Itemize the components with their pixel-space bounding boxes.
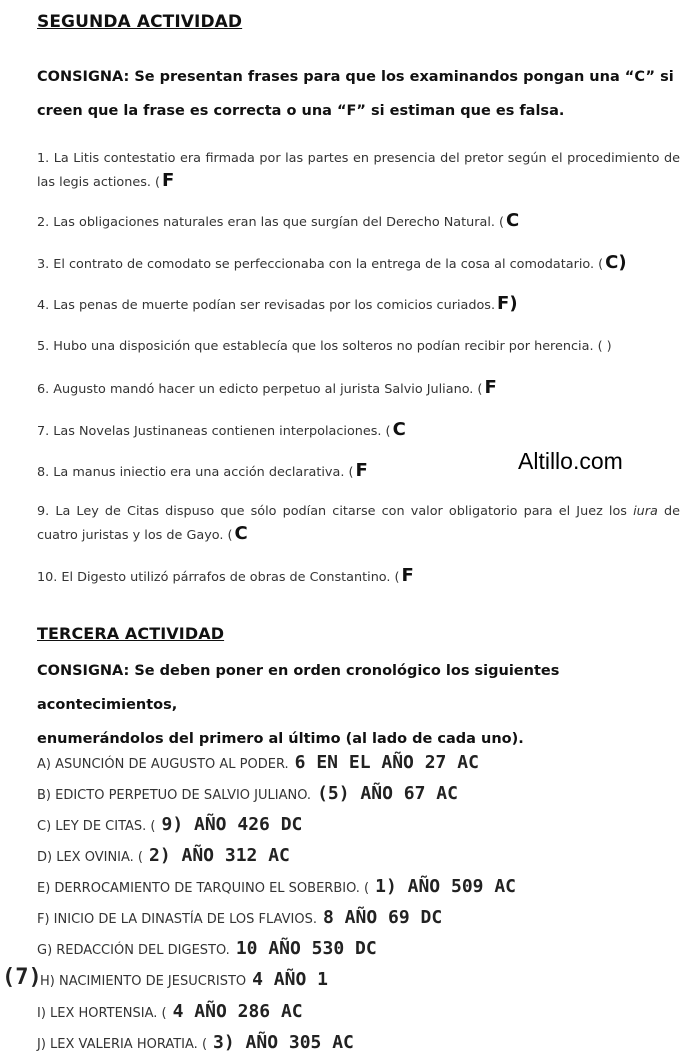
item-label: A) ASUNCIÓN DE AUGUSTO AL PODER.: [37, 757, 289, 772]
chronology-item-c: [37, 814, 302, 835]
handwritten-answer: 4 AÑO 1: [252, 969, 328, 990]
handwritten-answer: 9) AÑO 426 DC: [161, 814, 303, 835]
handwritten-answer: 4 AÑO 286 AC: [172, 1001, 303, 1022]
question-7: [37, 419, 680, 443]
item-label: D) LEX OVINIA. (: [37, 850, 143, 865]
chronology-item-i: [37, 1001, 303, 1022]
item-label: J) LEX VALERIA HORATIA. (: [37, 1037, 208, 1052]
question-2: [37, 210, 680, 234]
handwritten-answer: 8 AÑO 69 DC: [322, 907, 443, 928]
question-1: [37, 148, 680, 194]
chronology-item-h: [40, 969, 328, 990]
chronology-item-a: [37, 752, 479, 773]
question-text: 8. La manus iniectio era una acción declarativa. (: [37, 465, 354, 480]
chronology-item-f: [37, 907, 442, 928]
handwritten-answer: 2) AÑO 312 AC: [149, 845, 290, 866]
consigna-segunda-line1: CONSIGNA: Se presentan frases para que los examinandos pongan una “C” si: [37, 69, 674, 85]
handwritten-answer: 1) AÑO 509 AC: [375, 876, 517, 897]
question-9: [37, 501, 680, 547]
handwritten-answer: C): [605, 252, 627, 273]
question-text: 2. Las obligaciones naturales eran las que surgían del Derecho Natural. (: [37, 215, 505, 230]
chronology-item-b: [37, 783, 458, 804]
item-label: E) DERROCAMIENTO DE TARQUINO EL SOBERBIO. (: [37, 881, 370, 896]
item-label: F) INICIO DE LA DINASTÍA DE LOS FLAVIOS.: [37, 912, 317, 927]
chronology-item-e: [37, 876, 516, 897]
handwritten-answer: C: [506, 210, 520, 231]
section-title-tercera: TERCERA ACTIVIDAD: [37, 624, 225, 643]
consigna-tercera-line2: enumerándolos del primero al último (al lado de cada uno).: [37, 731, 524, 747]
question-text: 1. La Litis contestatio era firmada por las partes en presencia del pretor según el procedimiento de las legis actiones. (: [37, 151, 680, 190]
item-label: I) LEX HORTENSIA. (: [37, 1006, 167, 1021]
question-text: 10. El Digesto utilizó párrafos de obras de Constantino. (: [37, 570, 400, 585]
section-title-segunda: SEGUNDA ACTIVIDAD: [37, 12, 243, 32]
handwritten-answer: C: [234, 523, 248, 544]
item-label: H) NACIMIENTO DE JESUCRISTO: [40, 974, 247, 989]
question-text: 9. La Ley de Citas dispuso que sólo podían citarse con valor obligatorio para el Juez los: [37, 504, 634, 519]
item-label: C) LEY DE CITAS. (: [37, 819, 156, 834]
handwritten-answer: F: [401, 565, 414, 586]
chronology-item-g: [37, 938, 377, 959]
watermark-text: Altillo.com: [518, 448, 623, 474]
handwritten-answer: F): [497, 293, 518, 314]
question-text: 4. Las penas de muerte podían ser revisadas por los comicios curiados.: [37, 298, 496, 313]
handwritten-answer: F: [355, 460, 368, 481]
item-label: G) REDACCIÓN DEL DIGESTO.: [37, 943, 230, 958]
question-3: [37, 252, 680, 276]
item-label: B) EDICTO PERPETUO DE SALVIO JULIANO.: [37, 788, 312, 803]
question-6: [37, 377, 680, 401]
handwritten-answer: C: [392, 419, 406, 440]
question-text: 6. Augusto mandó hacer un edicto perpetuo al jurista Salvio Juliano. (: [37, 382, 483, 397]
question-text: 3. El contrato de comodato se perfeccionaba con la entrega de la cosa al comodatario. (: [37, 257, 604, 272]
consigna-segunda: [37, 60, 680, 128]
question-4: [37, 293, 680, 317]
question-text-italic: iura: [633, 504, 658, 519]
handwritten-answer: 6 EN EL AÑO 27 AC: [294, 752, 479, 773]
chronology-item-d: [37, 845, 290, 866]
question-5: [37, 336, 680, 358]
handwritten-answer: (5) AÑO 67 AC: [317, 783, 458, 804]
handwritten-side-note: (7): [2, 965, 42, 990]
consigna-tercera: [37, 654, 680, 756]
consigna-tercera-line1: CONSIGNA: Se deben poner en orden cronológico los siguientes acontecimientos,: [37, 663, 560, 713]
handwritten-answer: 10 AÑO 530 DC: [235, 938, 377, 959]
consigna-segunda-line2: creen que la frase es correcta o una “F” si estiman que es falsa.: [37, 103, 565, 119]
question-text-end: de cuatro juristas y los de Gayo. (: [37, 504, 680, 543]
question-text: 5. Hubo una disposición que establecía que los solteros no podían recibir por herencia. ( ): [37, 339, 612, 354]
handwritten-answer: 3) AÑO 305 AC: [213, 1032, 354, 1053]
chronology-item-j: [37, 1032, 354, 1053]
handwritten-answer: F: [484, 377, 497, 398]
question-text: 7. Las Novelas Justinaneas contienen interpolaciones. (: [37, 424, 391, 439]
question-10: [37, 565, 680, 589]
handwritten-answer: F: [162, 170, 175, 191]
